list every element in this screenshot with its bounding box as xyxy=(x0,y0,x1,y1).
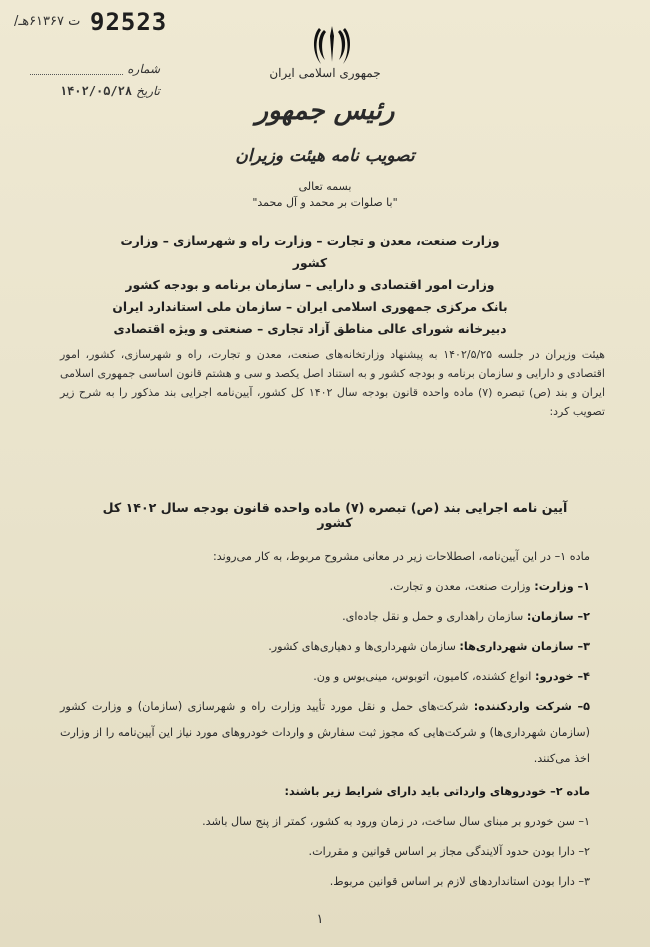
number-label: شماره xyxy=(127,62,160,76)
definition-item xyxy=(60,610,590,623)
definition-item xyxy=(60,580,590,593)
recipient-line: بانک مرکزی جمهوری اسلامی ایران – سازمان ملی استاندارد ایران xyxy=(112,300,508,314)
definition-term: ۲– سازمان: xyxy=(526,610,590,623)
definition-text: شرکت‌های حمل و نقل مورد تأیید وزارت راه و شهرسازی (سازمان) و وزارت کشور (سازمان شهرداری‌ها) و شرکت‌هایی که مجوز ثبت سفارش و واردات خودروهای مورد نیاز این آیین‌نامه را از وزارت اخذ می‌کنند. xyxy=(60,700,590,765)
republic-header: جمهوری اسلامی ایران xyxy=(269,66,381,80)
definition-text: سازمان شهرداری‌ها و دهیاری‌های کشور. xyxy=(268,640,460,653)
recipients-list xyxy=(110,230,510,340)
recipient-line: وزارت امور اقتصادی و دارایی – سازمان برنامه و بودجه کشور xyxy=(125,278,495,292)
definition-item xyxy=(60,670,590,683)
definition-term: ۴– خودرو: xyxy=(534,670,590,683)
definition-text: انواع کشنده، کامیون، اتوبوس، مینی‌بوس و ون. xyxy=(313,670,535,683)
definition-term: ۵– شرکت واردکننده: xyxy=(473,700,590,713)
date-row xyxy=(30,84,160,98)
definition-text: سازمان راهداری و حمل و نقل جاده‌ای. xyxy=(342,610,527,623)
regulation-title: آیین نامه اجرایی بند (ص) تبصره (۷) ماده واحده قانون بودجه سال ۱۴۰۲ کل کشور xyxy=(102,500,568,530)
condition-item: ۱– سن خودرو بر مبنای سال ساخت، در زمان ورود به کشور، کمتر از پنج سال باشد. xyxy=(202,815,590,828)
cabinet-approval-header: تصویب نامه هیئت وزیران xyxy=(235,146,415,166)
page-number: ۱ xyxy=(316,912,324,927)
definition-item xyxy=(60,694,590,772)
article-2-intro xyxy=(60,785,590,798)
definition-text: وزارت صنعت، معدن و تجارت. xyxy=(389,580,535,593)
condition-item: ۳– دارا بودن استانداردهای لازم بر اساس قوانین مربوط. xyxy=(329,875,590,888)
number-dots xyxy=(30,62,123,75)
preamble-paragraph: هیئت وزیران در جلسه ۱۴۰۲/۵/۲۵ به پیشنهاد وزارتخانه‌های صنعت، معدن و تجارت، راه و شهرسازی، کشور، امور اقتصادی و دارایی و سازمان برنامه و بودجه کشور و به استناد اصل یکصد و سی و هشتم قانون اساسی جمهوری اسلامی ایران و بند (ص) تبصره (۷) ماده واحده قانون بودجه سال ۱۴۰۲ کل کشور، آیین‌نامه اجرایی بند مذکور را به شرح زیر تصویب کرد: xyxy=(60,348,606,418)
recipient-line: دبیرخانه شورای عالی مناطق آزاد تجاری – صنعتی و ویژه اقتصادی xyxy=(113,322,507,336)
salavat-line: "با صلوات بر محمد و آل محمد" xyxy=(252,196,398,209)
definition-term: ۱– وزارت: xyxy=(534,580,590,593)
document-code: /ت ۶۱۳۶۷هـ xyxy=(14,14,81,29)
president-header: رئیس جمهور xyxy=(255,96,395,126)
recipient-line: وزارت صنعت، معدن و تجارت – وزارت راه و شهرسازی – وزارت کشور xyxy=(120,234,500,270)
handwritten-number: 92523 xyxy=(90,8,168,36)
condition-item: ۲– دارا بودن حدود آلایندگی مجاز بر اساس قوانین و مقررات. xyxy=(308,845,590,858)
definition-item xyxy=(60,640,590,653)
article-1-intro: ماده ۱– در این آیین‌نامه، اصطلاحات زیر در معانی مشروح مربوط، به کار می‌روند: xyxy=(213,550,590,563)
number-row xyxy=(30,62,160,76)
definition-term: ۳– سازمان شهرداری‌ها: xyxy=(459,640,590,653)
document-meta xyxy=(30,62,160,106)
iran-emblem-icon xyxy=(309,22,355,68)
date-value: ۱۴۰۲/۰۵/۲۸ xyxy=(59,84,133,98)
article-2-intro-text: ماده ۲– خودروهای وارداتی باید دارای شرایط زیر باشند: xyxy=(284,785,590,798)
date-label: تاریخ xyxy=(136,84,160,98)
bismillah: بسمه تعالی xyxy=(298,180,352,193)
